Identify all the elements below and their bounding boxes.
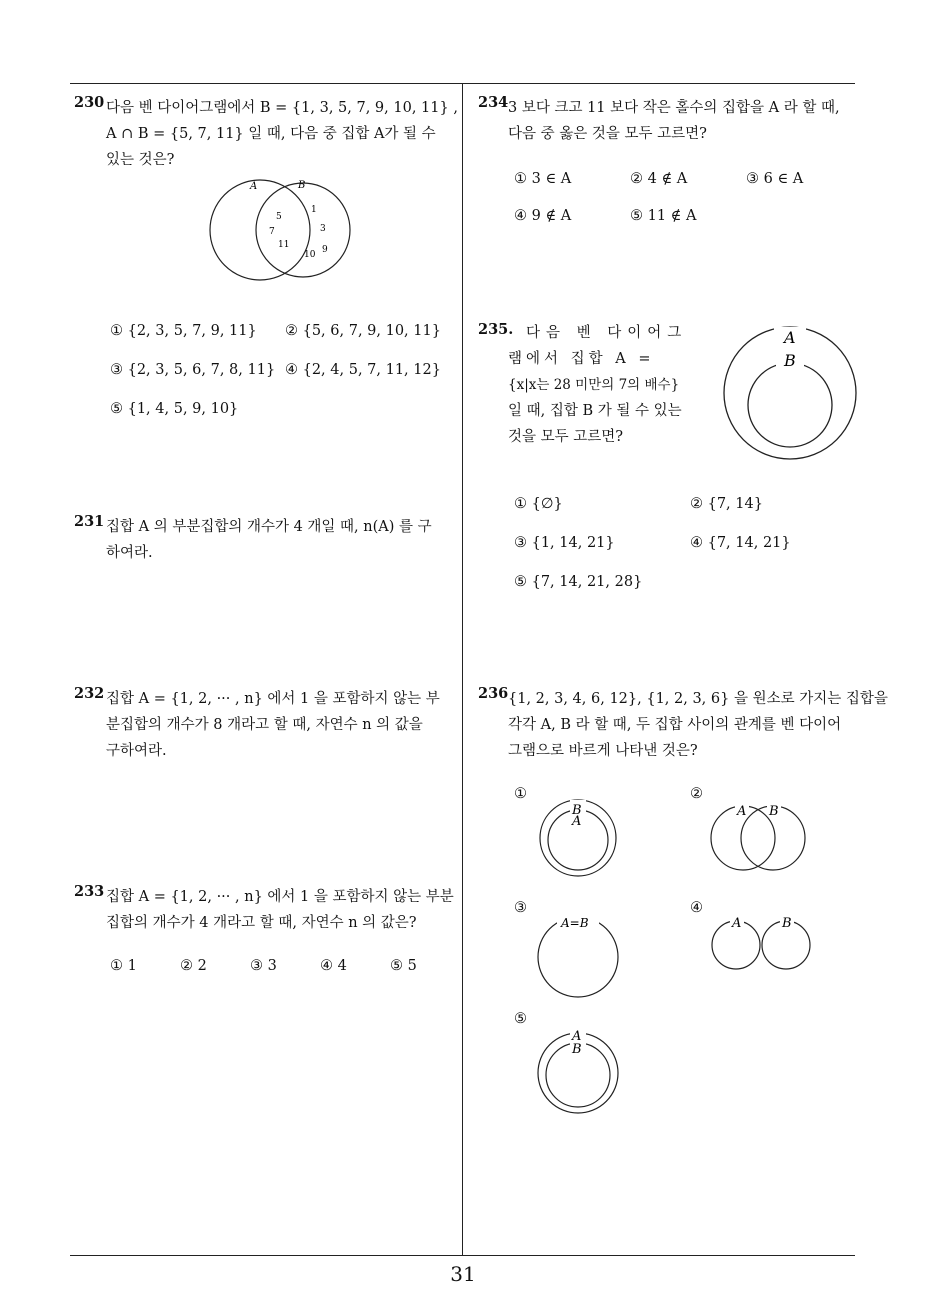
venn-element: 5 (276, 212, 282, 222)
inner-set-label: B (784, 351, 796, 370)
question-text-line: 집합 A 의 부분집합의 개수가 4 개일 때, n(A) 를 구 (106, 519, 432, 535)
choice-2-diagram[interactable] (710, 800, 810, 870)
outer-set-label: A (784, 328, 796, 347)
question-number: 233 (74, 883, 105, 900)
question-number: 230 (74, 94, 105, 111)
bottom-rule (70, 1255, 855, 1256)
choice-marker[interactable]: ② (690, 786, 703, 802)
choice-3-diagram[interactable] (535, 915, 625, 1000)
question-text-line: 다음 벤 다이어그 (526, 325, 688, 341)
question-text-line: 있는 것은? (106, 152, 175, 168)
option[interactable]: ① {2, 3, 5, 7, 9, 11} (110, 323, 257, 339)
question-number: 235. (478, 321, 514, 338)
option[interactable]: ⑤ 5 (390, 958, 417, 974)
question-text-line: {1, 2, 3, 4, 6, 12}, {1, 2, 3, 6} 을 원소로 가지는 집합을 (508, 691, 888, 707)
option[interactable]: ③ {2, 3, 5, 6, 7, 8, 11} (110, 362, 276, 378)
choice-marker[interactable]: ⑤ (514, 1011, 527, 1027)
venn-element: 10 (304, 250, 316, 260)
question-text-line: 각각 A, B 라 할 때, 두 집합 사이의 관계를 벤 다이어 (508, 717, 842, 733)
question-text-line: 것을 모두 고르면? (508, 429, 624, 445)
choice-label: A (572, 1029, 582, 1044)
choice-label: B (782, 916, 792, 931)
option[interactable]: ② 2 (180, 958, 207, 974)
option[interactable]: ③ {1, 14, 21} (514, 535, 615, 551)
question-text-line: 구하여라. (106, 743, 167, 759)
question-number: 232 (74, 685, 105, 702)
choice-label: A (737, 804, 747, 819)
set-a-circle (210, 180, 310, 280)
question-text-line: 일 때, 집합 B 가 될 수 있는 (508, 403, 682, 419)
option[interactable]: ① 1 (110, 958, 137, 974)
option[interactable]: ② {7, 14} (690, 496, 763, 512)
choice-label: A=B (561, 916, 589, 930)
question-number: 234 (478, 94, 509, 111)
choice-marker[interactable]: ④ (690, 900, 703, 916)
question-text-line: 집합의 개수가 4 개라고 할 때, 자연수 n 의 값은? (106, 915, 417, 931)
question-text-line: 다음 중 옳은 것을 모두 고르면? (508, 126, 707, 142)
option[interactable]: ④ 9 ∉ A (514, 208, 572, 224)
choice-label: A (732, 916, 742, 931)
option[interactable]: ③ 6 ∈ A (746, 171, 804, 187)
choice-label: B (572, 803, 582, 818)
venn-diagram-230 (200, 175, 360, 280)
question-text-line: 집합 A = {1, 2, ··· , n} 에서 1 을 포함하지 않는 부 (106, 691, 440, 707)
page-number: 31 (450, 1262, 476, 1286)
option[interactable]: ③ 3 (250, 958, 277, 974)
venn-element: 7 (269, 227, 275, 237)
choice-5-diagram[interactable] (535, 1025, 625, 1115)
venn-element: 3 (320, 224, 326, 234)
venn-label-a: A (250, 181, 258, 192)
option[interactable]: ⑤ {1, 4, 5, 9, 10} (110, 401, 239, 417)
option[interactable]: ⑤ 11 ∉ A (630, 208, 697, 224)
choice-4-diagram[interactable] (710, 915, 815, 975)
question-text-line: 램에서 집합 A = (508, 351, 655, 367)
question-text-line: {x|x는 28 미만의 7의 배수} (508, 377, 680, 393)
option[interactable]: ② 4 ∉ A (630, 171, 688, 187)
nested-set-diagram-235 (722, 325, 862, 465)
inner-set-circle (748, 363, 832, 447)
question-text-line: A ∩ B = {5, 7, 11} 일 때, 다음 중 집합 A가 될 수 (106, 126, 436, 142)
venn-element: 9 (322, 245, 328, 255)
option[interactable]: ④ 4 (320, 958, 347, 974)
venn-element: 1 (311, 205, 317, 215)
option[interactable]: ① {∅} (514, 496, 563, 512)
option[interactable]: ② {5, 6, 7, 9, 10, 11} (285, 323, 441, 339)
choice-marker[interactable]: ① (514, 786, 527, 802)
venn-element: 11 (278, 240, 290, 250)
column-divider (462, 83, 463, 1255)
choice-label: B (769, 804, 779, 819)
choice-label: B (572, 1042, 582, 1057)
question-text-line: 3 보다 크고 11 보다 작은 홀수의 집합을 A 라 할 때, (508, 100, 840, 116)
question-text-line: 집합 A = {1, 2, ··· , n} 에서 1 을 포함하지 않는 부분 (106, 889, 454, 905)
question-text-line: 하여라. (106, 545, 153, 561)
option[interactable]: ⑤ {7, 14, 21, 28} (514, 574, 643, 590)
option[interactable]: ④ {7, 14, 21} (690, 535, 791, 551)
question-number: 236 (478, 685, 509, 702)
venn-label-b: B (298, 180, 306, 191)
choice-label: A (572, 814, 582, 829)
choice-marker[interactable]: ③ (514, 900, 527, 916)
choice-1-diagram[interactable] (535, 800, 625, 865)
option[interactable]: ① 3 ∈ A (514, 171, 572, 187)
question-text-line: 분집합의 개수가 8 개라고 할 때, 자연수 n 의 값을 (106, 717, 423, 733)
question-text-line: 다음 벤 다이어그램에서 B = {1, 3, 5, 7, 9, 10, 11} , (106, 100, 458, 116)
option[interactable]: ④ {2, 4, 5, 7, 11, 12} (285, 362, 441, 378)
question-number: 231 (74, 513, 105, 530)
question-text-line: 그램으로 바르게 나타낸 것은? (508, 743, 698, 759)
